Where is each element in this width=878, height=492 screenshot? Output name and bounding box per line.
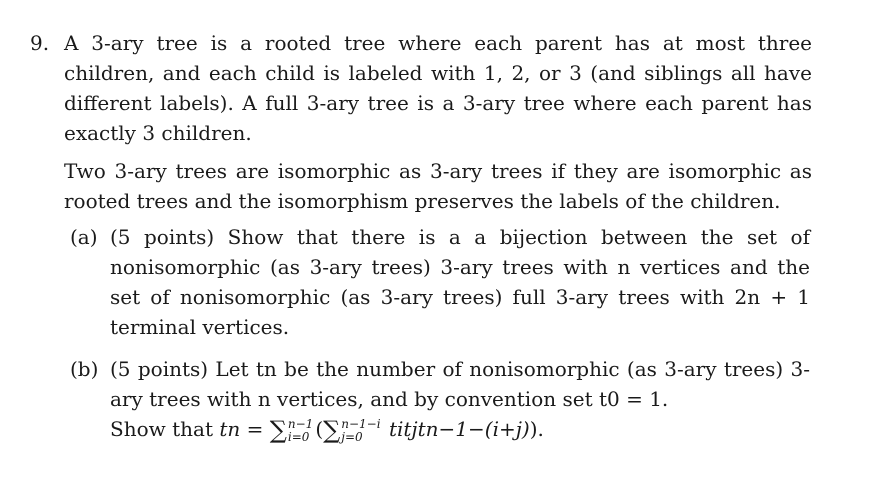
outer-sum-lower: i=0: [287, 429, 310, 444]
part-b-formula-line: [110, 414, 810, 445]
outer-sum-limits: [288, 418, 313, 444]
part-a: [64, 222, 812, 342]
open-paren: (: [315, 417, 324, 441]
part-b-body: [110, 354, 810, 445]
formula-term: titjtn−1−(i+j): [388, 417, 530, 441]
formula-lhs: tn =: [219, 417, 264, 441]
part-b: [64, 354, 812, 445]
part-a-marker: (a): [70, 225, 98, 249]
part-b-marker: (b): [70, 357, 99, 381]
isomorphism-paragraph: Two 3-ary trees are isomorphic as 3-ary trees if they are isomorphic as rooted trees and the isomorphism preserves the labels of the children.: [64, 159, 812, 213]
outer-sum-symbol: ∑: [269, 416, 287, 444]
inner-sum-upper: n−1−i: [341, 416, 381, 431]
problem-9: [30, 28, 820, 445]
part-a-text: (5 points) Show that there is a a bijection between the set of nonisomorphic (as 3-ary trees) 3-ary trees with n vertices and the set of nonisomorphic (as 3-ary trees) full 3-ary trees with 2n + 1 terminal vertices.: [110, 225, 810, 339]
show-prefix: Show that: [110, 417, 213, 441]
inner-sum-limits: [341, 418, 380, 444]
problem-number: 9.: [30, 31, 50, 55]
definition-paragraph: A 3-ary tree is a rooted tree where each parent has at most three children, and each child is labeled with 1, 2, or 3 (and siblings all have different labels). A full 3-ary tree is a 3-ary tree where each parent has exactly 3 children.: [64, 31, 812, 145]
inner-sum-lower: j=0: [341, 429, 363, 444]
inner-sum-symbol: ∑: [323, 416, 341, 444]
recurrence-formula: [219, 414, 544, 445]
part-b-text: (5 points) Let tn be the number of nonisomorphic (as 3-ary trees) 3-ary trees with n vertices, and by convention set t0 = 1.: [110, 357, 810, 411]
formula-closing: ).: [529, 417, 544, 441]
outer-sum-upper: n−1: [287, 416, 314, 431]
